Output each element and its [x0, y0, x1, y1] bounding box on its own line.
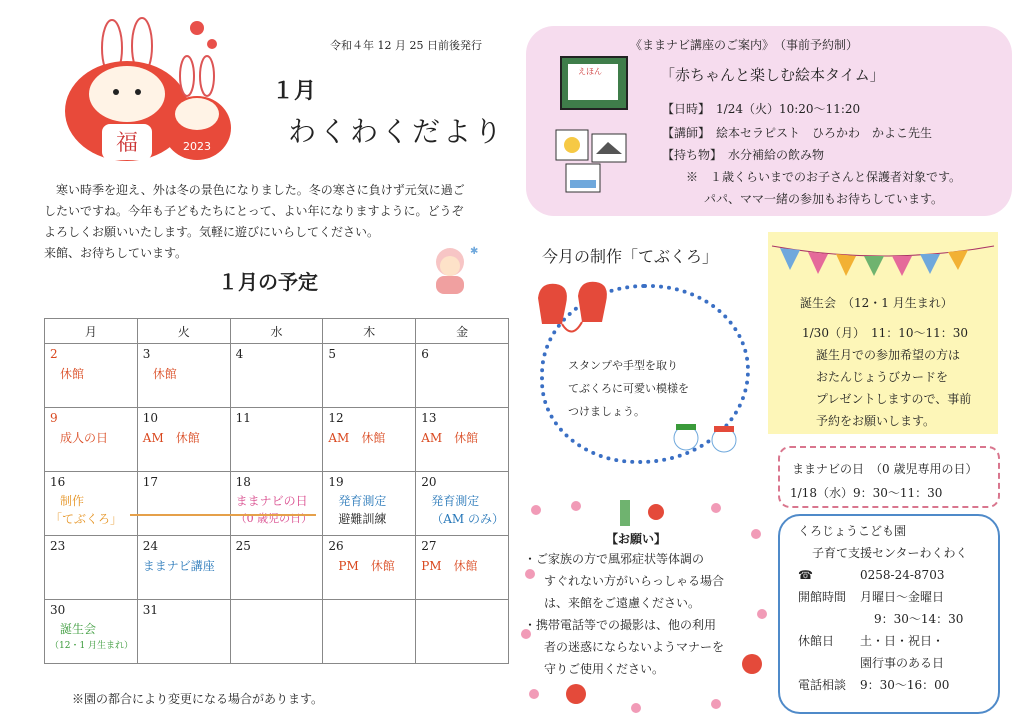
craft-line: つけましょう。 — [568, 405, 645, 418]
day-number: 13 — [421, 411, 437, 425]
craft-arrow-line — [130, 514, 316, 516]
calendar-event: 休館 — [60, 367, 85, 381]
calendar-event: ままナビ講座 — [142, 559, 215, 573]
course-note-1: ※ １歳くらいまでのお子さんと保護者対象です。 — [686, 170, 962, 184]
course-lecturer — [662, 124, 932, 141]
birthday-time: 1/30（月） 11：10～11：30 — [802, 326, 969, 340]
day-number: 16 — [50, 475, 66, 489]
weekday-header: 月 — [45, 319, 138, 344]
calendar-event: 発育測定 — [338, 494, 387, 508]
calendar-cell — [137, 408, 230, 472]
day-number: 11 — [235, 411, 251, 425]
picture-book-icon — [560, 56, 628, 110]
intro-line: 寒い時季を迎え、外は冬の景色になりました。冬の寒さに負けず元気に過ご — [56, 183, 465, 197]
rabbit-daruma-illustration — [42, 16, 232, 166]
items-label: 【持ち物】 — [662, 148, 717, 162]
calendar-cell — [323, 344, 416, 408]
hours-time: 9：30～14：30 — [874, 612, 964, 626]
day-number: 26 — [328, 539, 344, 553]
request-title: 【お願い】 — [606, 532, 667, 546]
day-number: 31 — [142, 603, 159, 617]
calendar-event: 成人の日 — [60, 431, 109, 445]
book-label: えほん — [578, 67, 602, 76]
calendar-cell — [416, 536, 509, 600]
logo-fortune-text: 福 — [115, 131, 139, 156]
lecturer-label: 【講師】 — [662, 126, 705, 140]
calendar-cell — [416, 344, 509, 408]
calendar-cell — [416, 600, 509, 664]
day-number: 17 — [142, 475, 159, 489]
day-number: 25 — [235, 539, 251, 553]
calendar-event: 「てぶくろ」 — [50, 512, 123, 526]
newsletter-title: わくわくだより — [288, 115, 506, 148]
day-number: 24 — [142, 539, 159, 553]
day-number: 27 — [421, 539, 437, 553]
phone-number: 0258-24-8703 — [860, 568, 945, 582]
snow-child-illustration — [420, 240, 480, 300]
birthday-line: 誕生月での参加希望の方は — [816, 348, 961, 362]
calendar-event: AM 休館 — [421, 431, 479, 445]
calendar-event: 休館 — [152, 367, 177, 381]
calendar-cell — [230, 408, 323, 472]
weekday-header: 火 — [137, 319, 230, 344]
logo-year-text: 2023 — [183, 140, 211, 153]
calendar-event: 誕生会 — [60, 622, 97, 636]
birthday-details — [802, 322, 971, 432]
intro-line: したいですね。今年も子どもたちにとって、よい年になりますように。どうぞ — [44, 204, 464, 218]
calendar-cell — [323, 408, 416, 472]
closed-days: 土・日・祝日・ — [860, 634, 945, 648]
calendar-cell — [45, 344, 138, 408]
calendar-cell — [137, 536, 230, 600]
calendar-cell — [45, 408, 138, 472]
calendar-cell — [230, 600, 323, 664]
craft-line: てぶくろに可愛い模様を — [568, 382, 689, 395]
craft-title: 今月の制作「てぶくろ」 — [542, 247, 719, 266]
calendar-event: PM 休館 — [338, 559, 395, 573]
day-number: 4 — [235, 347, 244, 361]
course-items — [662, 146, 824, 163]
course-heading: 《ままナビ講座のご案内》 （事前予約制） — [630, 38, 859, 52]
phone-icon: ☎ — [798, 568, 813, 582]
request-item: ・ご家族の方で風邪症状等体調の — [524, 552, 705, 566]
navi-day-date: 1/18（水）9：30～11：30 — [790, 486, 943, 500]
issue-date: 令和４年 12 月 25 日前後発行 — [330, 39, 482, 52]
birthday-line: 予約をお願いします。 — [816, 414, 936, 428]
calendar-cell — [230, 536, 323, 600]
lecturer-value: 絵本セラピスト ひろかわ かよこ先生 — [716, 126, 933, 140]
day-number: 30 — [50, 603, 66, 617]
center-info — [798, 520, 968, 696]
consult-label: 電話相談 — [798, 678, 847, 692]
calendar-event: 制作 — [60, 494, 85, 508]
consult-time: 9：30～16：00 — [860, 678, 950, 692]
calendar-event: AM 休館 — [328, 431, 386, 445]
calendar-cell — [45, 536, 138, 600]
day-number: 2 — [50, 347, 58, 361]
day-number: 23 — [50, 539, 66, 553]
day-number: 20 — [421, 475, 437, 489]
org-name: くろじょうこども園 — [798, 524, 907, 538]
course-note-2: パパ、ママ一緒の参加もお待ちしています。 — [704, 192, 944, 206]
request-item: すぐれない方がいらっしゃる場合 — [544, 574, 725, 588]
request-item: 者の迷惑にならないようマナーを — [544, 640, 725, 654]
calendar-cell — [45, 600, 138, 664]
calendar-event: （12・1 月生まれ） — [50, 641, 134, 651]
schedule-calendar — [44, 318, 509, 664]
bunting-decoration — [768, 236, 998, 286]
mitten-illustration — [526, 278, 616, 348]
calendar-cell — [416, 408, 509, 472]
calendar-event: （AM のみ） — [431, 512, 504, 526]
calendar-cell — [416, 472, 509, 536]
intro-line: よろしくお願いいたします。気軽に遊びにいらしてください。 — [44, 225, 380, 239]
day-number: 10 — [142, 411, 159, 425]
closed-days: 園行事のある日 — [860, 656, 945, 670]
calendar-event: （0 歳児の日） — [235, 512, 313, 525]
weekday-header: 木 — [323, 319, 416, 344]
day-number: 18 — [235, 475, 251, 489]
picture-cards-icon — [552, 124, 632, 194]
calendar-cell — [230, 472, 323, 536]
weekday-header: 水 — [230, 319, 323, 344]
craft-line: スタンプや手型を取り — [568, 359, 678, 372]
closed-label: 休館日 — [798, 634, 835, 648]
request-item: は、来館をご遠慮ください。 — [544, 596, 701, 610]
birthday-line: プレゼントしますので、事前 — [816, 392, 972, 406]
day-number: 19 — [328, 475, 344, 489]
request-item: ・携帯電話等での撮影は、他の利用 — [524, 618, 717, 632]
course-title: 「赤ちゃんと楽しむ絵本タイム」 — [660, 66, 885, 84]
calendar-event: AM 休館 — [142, 431, 200, 445]
intro-line: 来館、お待ちしています。 — [44, 246, 188, 260]
center-name: 子育て支援センターわくわく — [812, 546, 968, 560]
svg-text:✱: ✱ — [470, 246, 479, 257]
day-number: 3 — [142, 347, 151, 361]
calendar-event: PM 休館 — [421, 559, 478, 573]
items-value: 水分補給の飲み物 — [728, 148, 825, 162]
navi-day-title: ままナビの日 （0 歳児専用の日） — [792, 462, 978, 476]
hours-label: 開館時間 — [798, 590, 847, 604]
calendar-cell — [137, 344, 230, 408]
calendar-event: 避難訓練 — [338, 512, 387, 526]
schedule-title: １月の予定 — [218, 270, 318, 294]
datetime-label: 【日時】 — [662, 102, 705, 116]
request-body — [524, 548, 772, 680]
calendar-cell — [230, 344, 323, 408]
request-item: 守りご使用ください。 — [544, 662, 665, 676]
newsletter-month: １月 — [272, 79, 317, 104]
day-number: 5 — [328, 347, 337, 361]
calendar-cell — [323, 600, 416, 664]
birthday-line: おたんじょうびカードを — [816, 370, 949, 384]
calendar-cell — [323, 536, 416, 600]
calendar-cell — [45, 472, 138, 536]
snowman-illustration — [664, 416, 754, 466]
day-number: 9 — [50, 411, 58, 425]
weekday-header: 金 — [416, 319, 509, 344]
craft-description — [568, 354, 689, 423]
day-number: 6 — [421, 347, 429, 361]
calendar-cell — [137, 600, 230, 664]
datetime-value: 1/24（火）10:20～11:20 — [716, 102, 861, 116]
calendar-cell — [323, 472, 416, 536]
calendar-cell — [137, 472, 230, 536]
course-datetime — [662, 100, 860, 117]
hours-days: 月曜日～金曜日 — [860, 590, 945, 604]
birthday-heading: 誕生会 （12・1 月生まれ） — [800, 296, 953, 310]
calendar-event: ままナビの日 — [235, 494, 308, 508]
day-number: 12 — [328, 411, 344, 425]
schedule-note: ※園の都合により変更になる場合があります。 — [72, 692, 324, 706]
calendar-event: 発育測定 — [431, 494, 480, 508]
